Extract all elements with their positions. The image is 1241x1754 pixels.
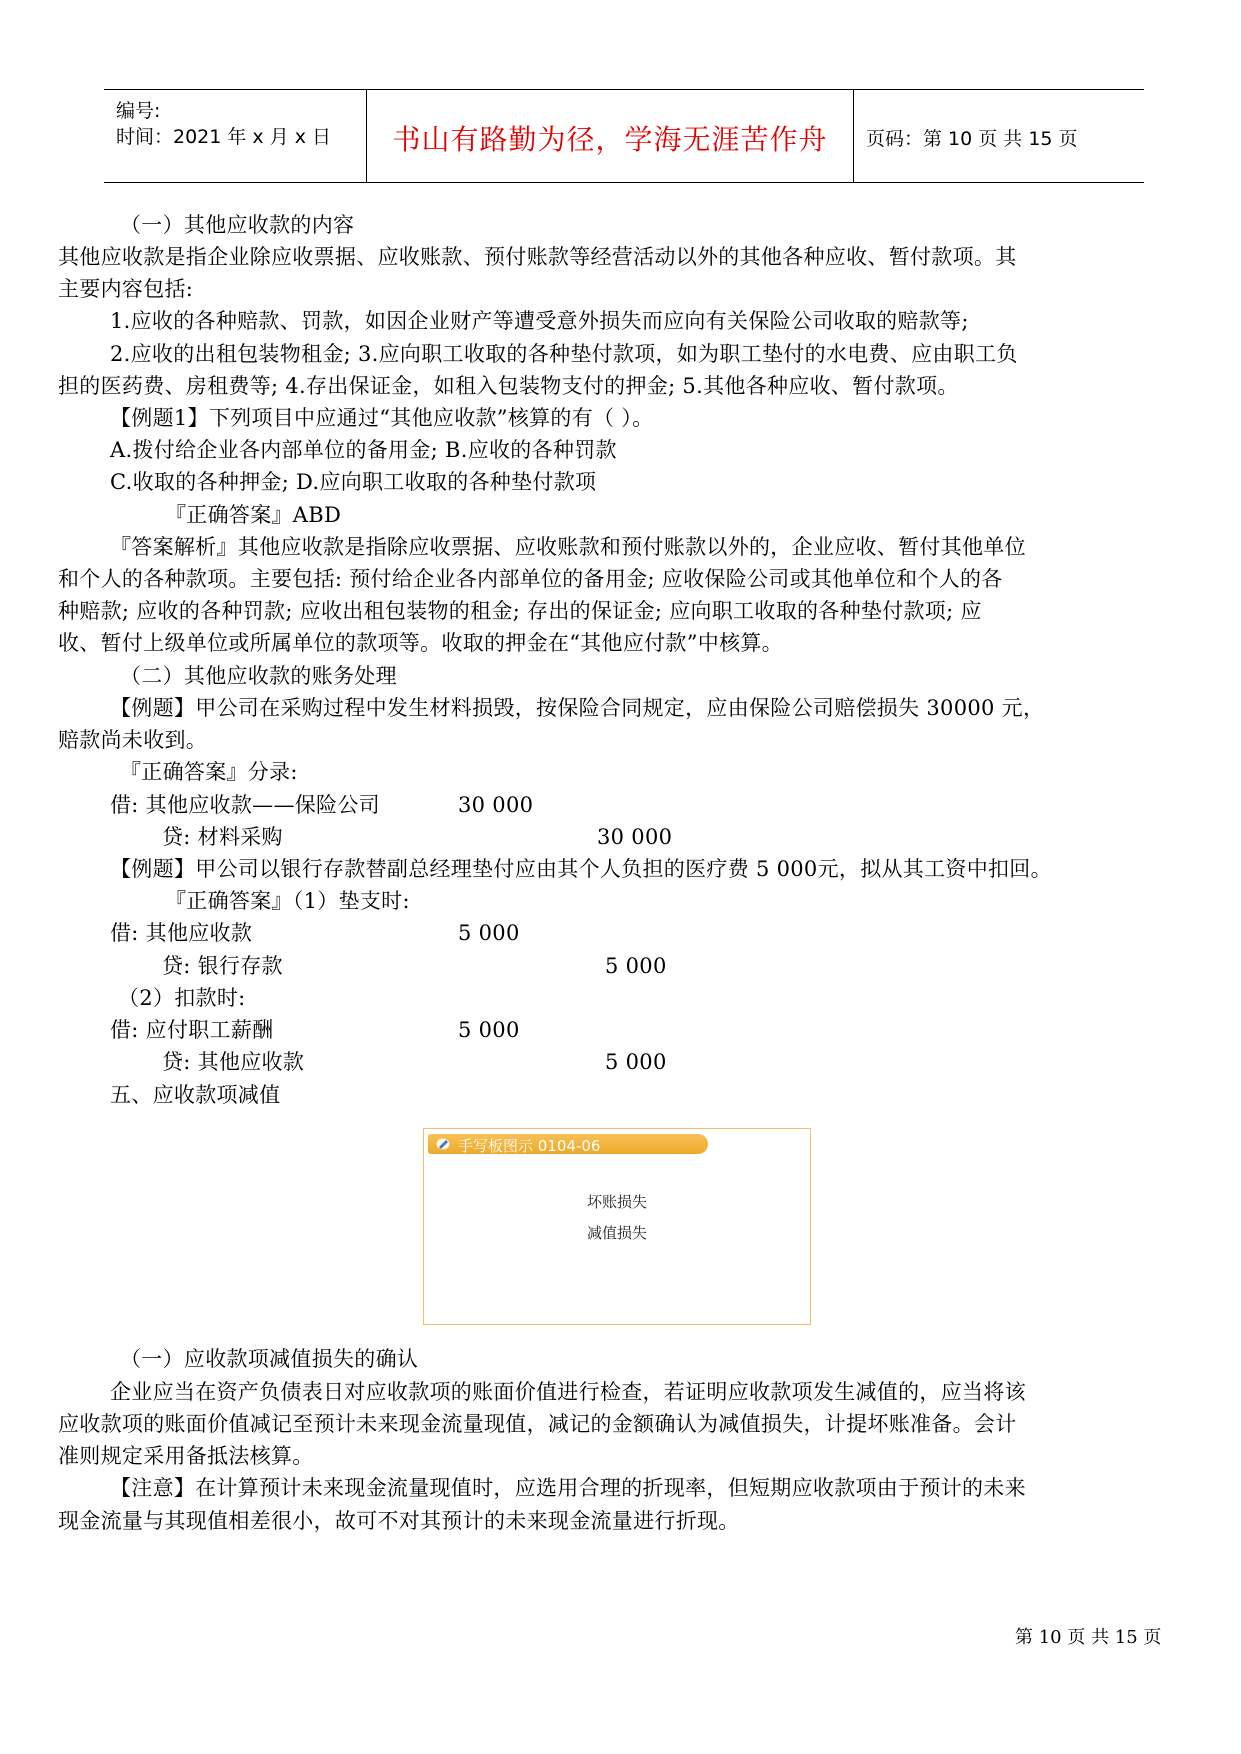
handwriting-board-title: 手写板图示 0104-06 (458, 1137, 601, 1155)
header-left-cell (104, 90, 367, 182)
note-line: 【注意】在计算预计未来现金流量现值时，应选用合理的折现率，但短期应收款项由于预计的未来 (110, 1476, 1026, 1500)
paragraph-line: 现金流量与其现值相差很小，故可不对其预计的未来现金流量进行折现。 (58, 1509, 740, 1533)
page-header (104, 89, 1144, 183)
bad-debt-loss-label: 坏账损失 (586, 1193, 647, 1211)
paragraph-line: 主要内容包括: (58, 277, 194, 301)
step-label: （2）扣款时: (118, 986, 246, 1010)
correct-answer: 『正确答案』分录: (120, 760, 298, 784)
answer-explanation: 『答案解析』其他应收款是指除应收票据、应收账款和预付账款以外的，企业应收、暂付其他单位 (110, 535, 1026, 559)
section-heading: 五、应收款项减值 (110, 1083, 281, 1107)
example-question: 【例题】甲公司以银行存款替副总经理垫付应由其个人负担的医疗费 5 000元，拟从其工资中扣回。 (110, 857, 1052, 881)
journal-amount: 5 000 (605, 1050, 667, 1074)
handwriting-board-tab (428, 1134, 708, 1154)
journal-amount: 30 000 (597, 825, 673, 849)
paragraph-line: 准则规定采用备抵法核算。 (58, 1444, 314, 1468)
option-line: A.拨付给企业各内部单位的备用金; B.应收的各种罚款 (110, 438, 617, 462)
paragraph-line: 和个人的各种款项。主要包括: 预付给企业各内部单位的备用金; 应收保险公司或其他单位和个人的各 (58, 567, 1003, 591)
journal-amount: 5 000 (605, 954, 667, 978)
paragraph-line: 收、暂付上级单位或所属单位的款项等。收取的押金在“其他应付款”中核算。 (58, 631, 783, 655)
journal-debit: 借: 其他应收款——保险公司 (110, 793, 380, 817)
paragraph-line: 赔款尚未收到。 (58, 728, 208, 752)
motto: 书山有路勤为径，学海无涯苦作舟 (392, 123, 828, 156)
paragraph-line: 2.应收的出租包装物租金; 3.应向职工收取的各种垫付款项，如为职工垫付的水电费、应由职工负 (110, 342, 1018, 366)
handwriting-board (423, 1128, 811, 1325)
header-middle-cell (367, 90, 854, 182)
journal-amount: 30 000 (458, 793, 534, 817)
journal-credit: 贷: 银行存款 (162, 954, 283, 978)
impairment-loss-label: 减值损失 (586, 1224, 647, 1242)
journal-credit: 贷: 材料采购 (162, 825, 283, 849)
section-heading: （一）其他应收款的内容 (120, 213, 355, 237)
journal-credit: 贷: 其他应收款 (162, 1050, 305, 1074)
time-label: 时间：2021 年 x 月 x 日 (116, 126, 332, 148)
journal-amount: 5 000 (458, 1018, 520, 1042)
example-question: 【例题1】下列项目中应通过“其他应收款”核算的有（ ）。 (110, 406, 654, 430)
paragraph-line: 应收款项的账面价值减记至预计未来现金流量现值，减记的金额确认为减值损失，计提坏账准备。会计 (58, 1412, 1017, 1436)
header-right-cell (854, 90, 1144, 182)
paragraph-line: 种赔款; 应收的各种罚款; 应收出租包装物的租金; 存出的保证金; 应向职工收取的各种垫付款项; 应 (58, 599, 982, 623)
journal-debit: 借: 其他应收款 (110, 921, 253, 945)
example-question: 【例题】甲公司在采购过程中发生材料损毁，按保险合同规定，应由保险公司赔偿损失 30000 元， (110, 696, 1045, 720)
correct-answer: 『正确答案』（1）垫支时: (165, 889, 410, 913)
page-info: 页码：第 10 页 共 15 页 (866, 128, 1078, 150)
journal-amount: 5 000 (458, 921, 520, 945)
number-label: 编号: (116, 100, 161, 122)
option-line: C.收取的各种押金; D.应向职工收取的各种垫付款项 (110, 470, 597, 494)
journal-debit: 借: 应付职工薪酬 (110, 1018, 274, 1042)
paragraph-line: 企业应当在资产负债表日对应收款项的账面价值进行检查，若证明应收款项发生减值的，应当将该 (110, 1380, 1026, 1404)
paragraph-line: 1.应收的各种赔款、罚款，如因企业财产等遭受意外损失而应向有关保险公司收取的赔款等; (110, 309, 969, 333)
pen-icon (436, 1137, 450, 1150)
section-heading: （二）其他应收款的账务处理 (120, 664, 397, 688)
paragraph-line: 其他应收款是指企业除应收票据、应收账款、预付账款等经营活动以外的其他各种应收、暂付款项。其 (58, 245, 1017, 269)
section-heading: （一）应收款项减值损失的确认 (120, 1347, 419, 1371)
page-footer: 第 10 页 共 15 页 (1015, 1627, 1162, 1648)
correct-answer: 『正确答案』ABD (165, 503, 342, 527)
paragraph-line: 担的医药费、房租费等; 4.存出保证金，如租入包装物支付的押金; 5.其他各种应收、暂付款项。 (58, 374, 959, 398)
